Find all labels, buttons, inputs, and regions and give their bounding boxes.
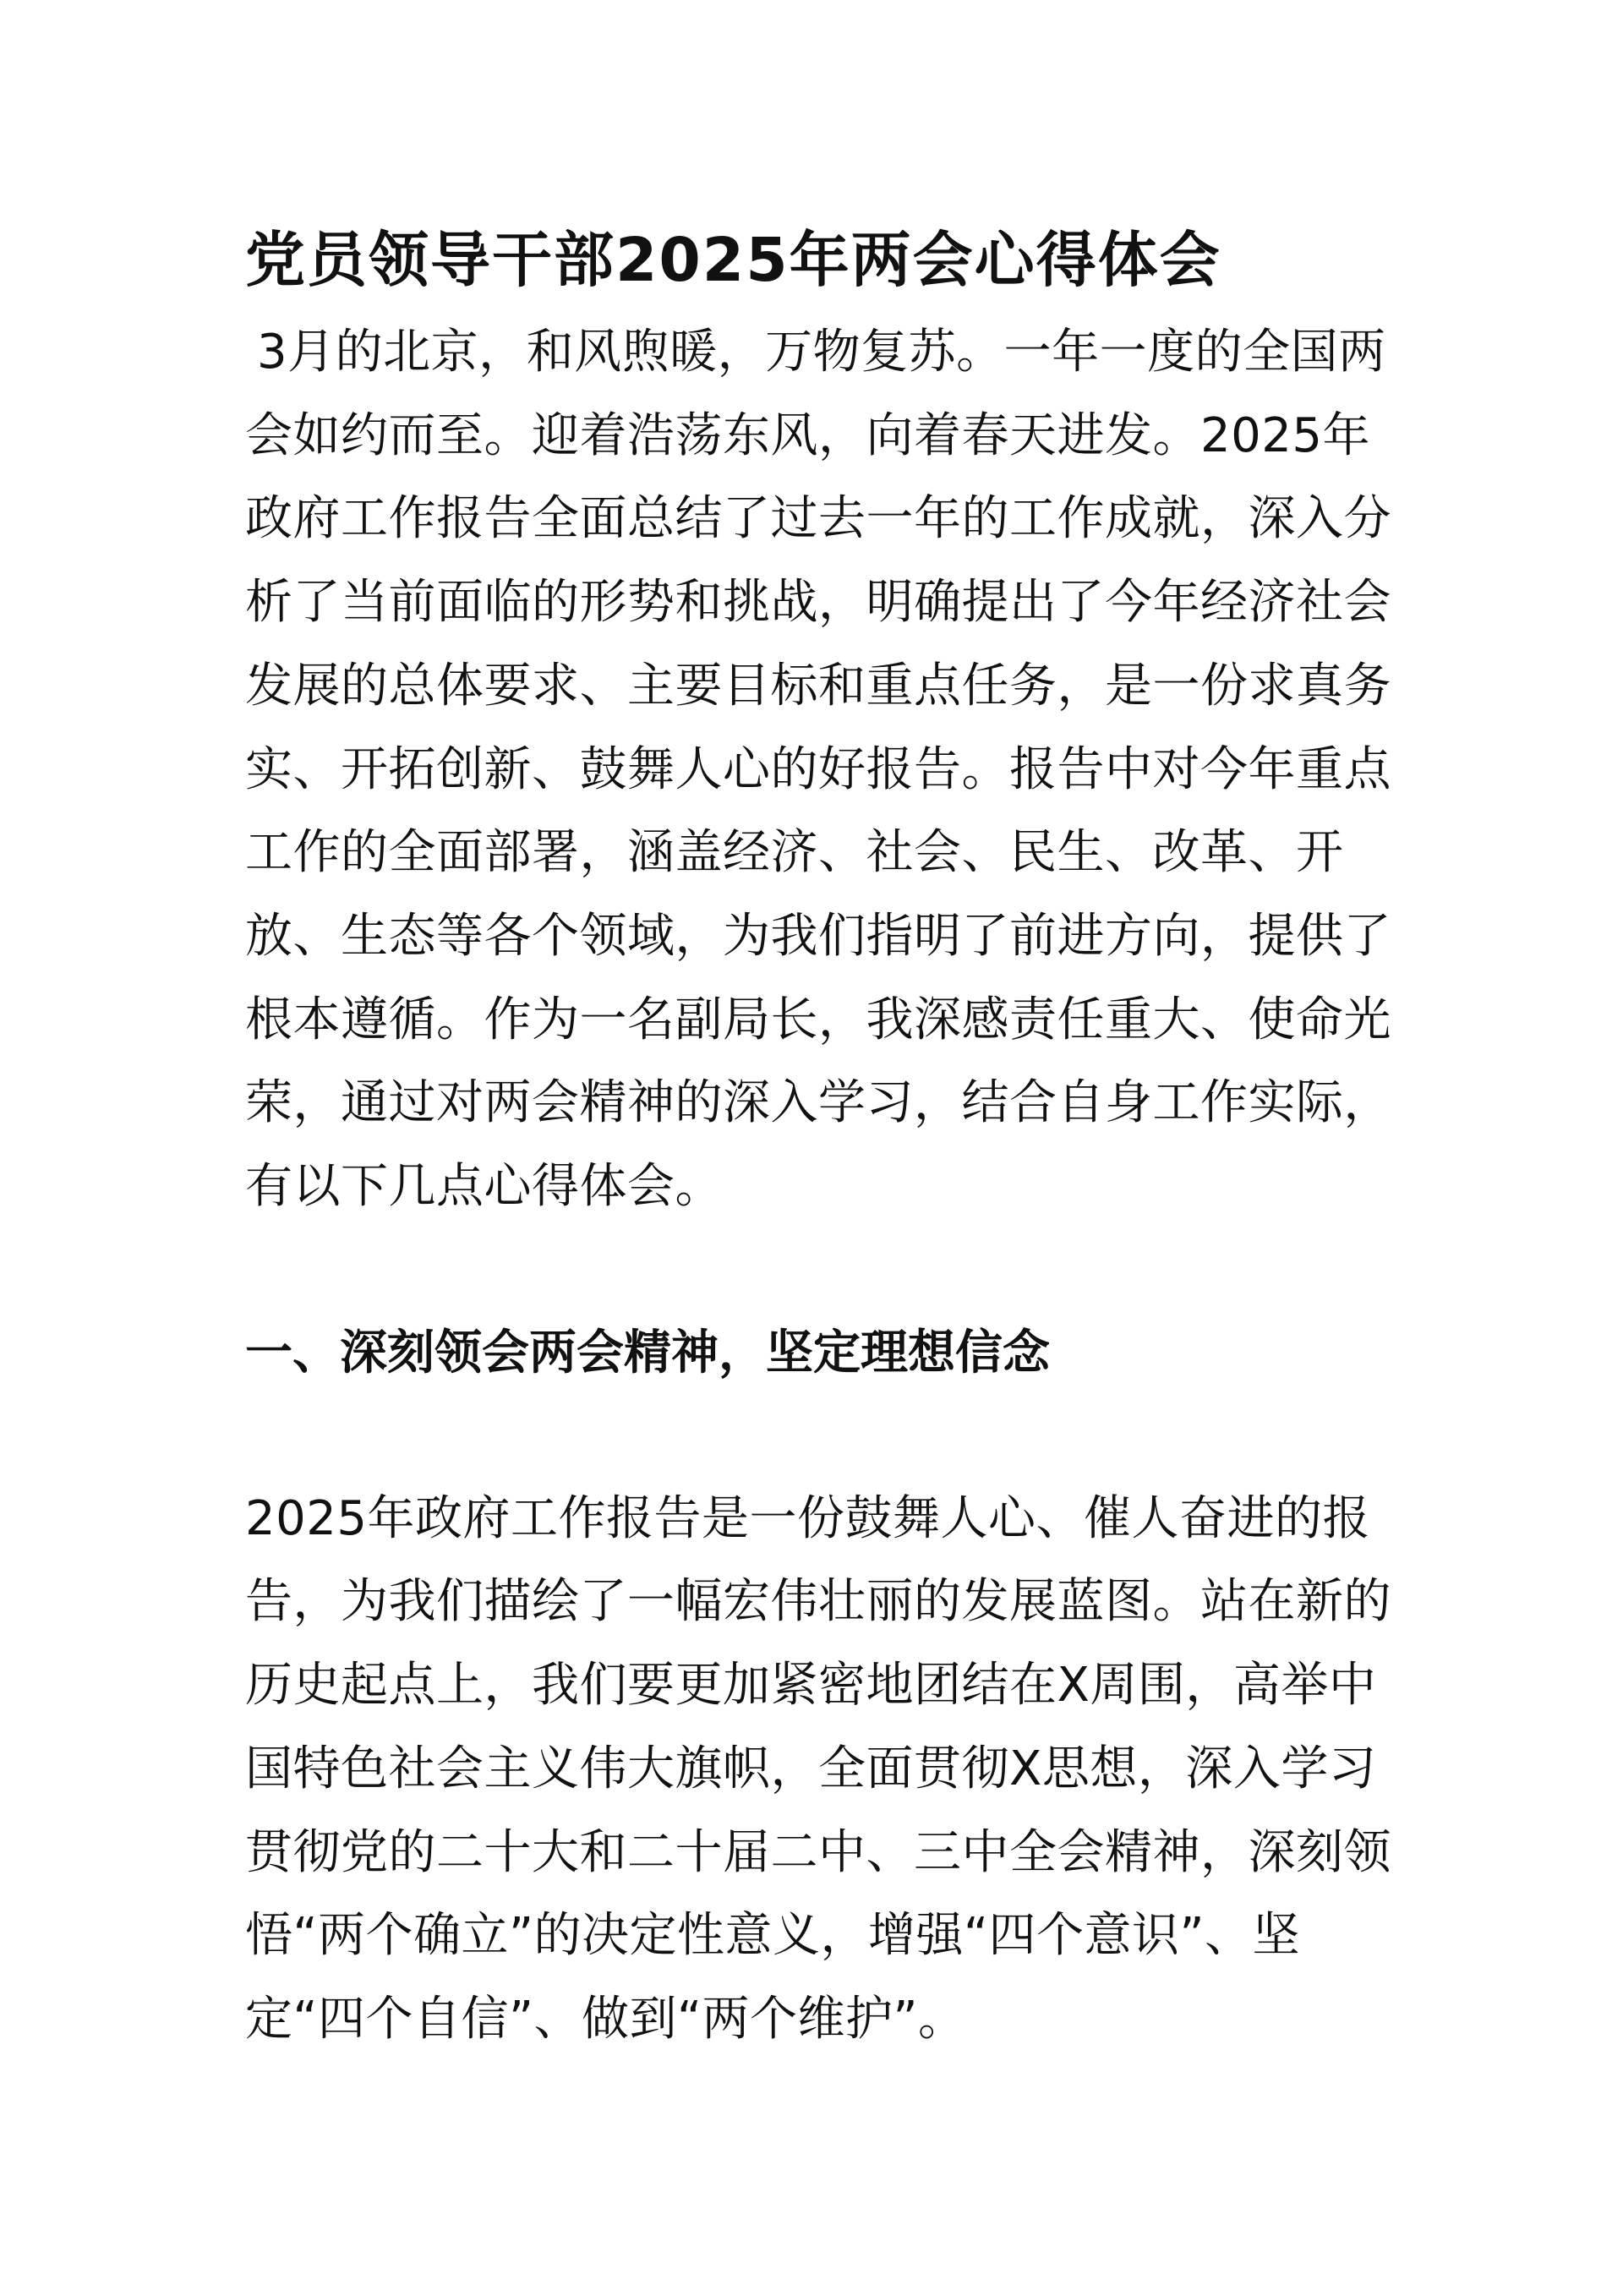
section-paragraph: 2025年政府工作报告是一份鼓舞人心、催人奋进的报告，为我们描绘了一幅宏伟壮丽的发展蓝图。站在新的历史起点上，我们要更加紧密地团结在X周围，高举中国特色社会主义伟大旗帜，全面贯彻X思想，深入学习贯彻党的二十大和二十届二中、三中全会精神，深刻领悟“两个确立”的决定性意义，增强“四个意识”、坚定“四个自信”、做到“两个维护”。 (245, 1490, 1391, 2047)
document-body (245, 210, 1412, 2062)
section-heading: 一、深刻领会两会精神，坚定理想信念 (245, 1325, 1050, 1380)
intro-paragraph: 3月的北京，和风煦暖，万物复苏。一年一度的全国两会如约而至。迎着浩荡东风，向着春天进发。2025年政府工作报告全面总结了过去一年的工作成就，深入分析了当前面临的形势和挑战，明确提出了今年经济社会发展的总体要求、主要目标和重点任务，是一份求真务实、开拓创新、鼓舞人心的好报告。报告中对今年重点工作的全面部署，涵盖经济、社会、民生、改革、开放、生态等各个领域，为我们指明了前进方向，提供了根本遵循。作为一名副局长，我深感责任重大、使命光荣，通过对两会精神的深入学习，结合自身工作实际，有以下几点心得体会。 (245, 325, 1391, 1215)
document-title: 党员领导干部2025年两会心得体会 (245, 225, 1221, 295)
